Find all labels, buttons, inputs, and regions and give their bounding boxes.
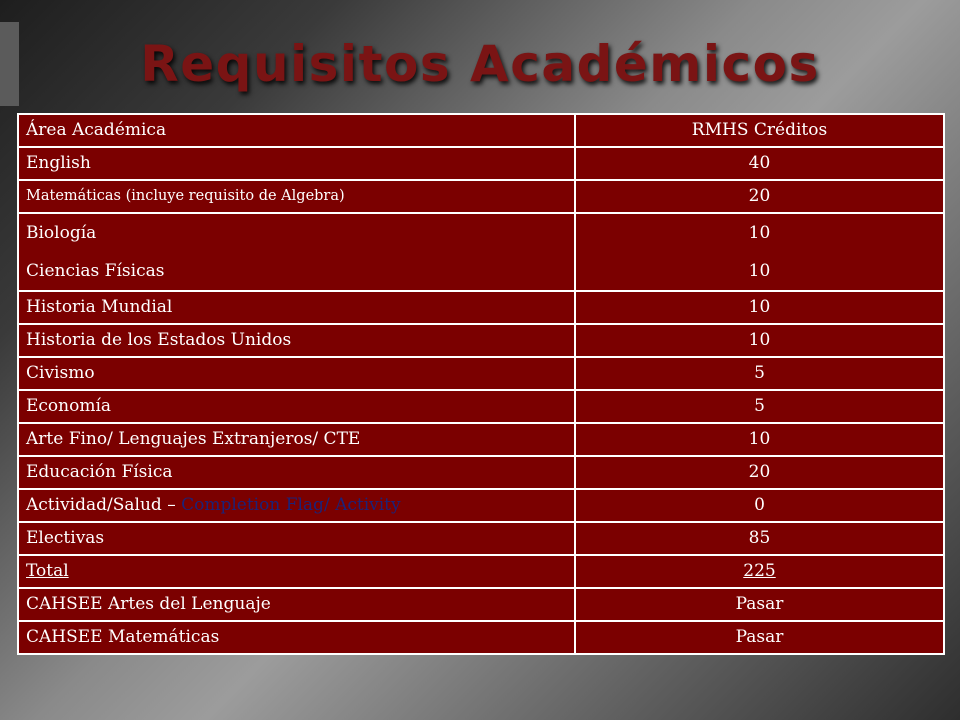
page-title: Requisitos Académicos	[140, 35, 820, 93]
row-area: English	[18, 147, 575, 180]
row-credits: 10	[748, 223, 771, 243]
row-credits: 40	[575, 147, 944, 180]
total-credits: 225	[743, 561, 776, 581]
row-area: Economía	[18, 390, 575, 423]
table-row	[18, 357, 944, 390]
row-credits: Pasar	[575, 621, 944, 654]
row-area-mixed	[18, 489, 575, 522]
row-credits: 10	[575, 324, 944, 357]
row-area: Actividad/Salud –	[26, 495, 182, 515]
table-row	[18, 291, 944, 324]
total-credits-cell	[575, 555, 944, 588]
table-row-total	[18, 555, 944, 588]
table-row	[18, 489, 944, 522]
total-label: Total	[26, 561, 69, 581]
row-area: Historia Mundial	[18, 291, 575, 324]
row-area: CAHSEE Matemáticas	[18, 621, 575, 654]
row-credits: 85	[575, 522, 944, 555]
total-cell	[18, 555, 575, 588]
row-credits-stacked	[575, 213, 944, 291]
row-area: Matemáticas (incluye requisito de Algebra)	[18, 180, 575, 213]
table-row	[18, 180, 944, 213]
row-area-highlight: Completion Flag/ Activity	[181, 495, 401, 515]
row-area: CAHSEE Artes del Lenguaje	[18, 588, 575, 621]
table-row	[18, 147, 944, 180]
row-area: Arte Fino/ Lenguajes Extranjeros/ CTE	[18, 423, 575, 456]
row-credits: 0	[575, 489, 944, 522]
row-area: Electivas	[18, 522, 575, 555]
row-credits-secondary: 10	[748, 261, 771, 281]
row-area-secondary: Ciencias Físicas	[26, 261, 165, 281]
row-credits: 20	[575, 180, 944, 213]
requirements-table	[17, 113, 945, 655]
row-area: Biología	[26, 223, 97, 243]
requirements-table-container	[17, 113, 943, 655]
row-credits: 5	[575, 357, 944, 390]
table-row	[18, 456, 944, 489]
table-row	[18, 423, 944, 456]
row-credits: 5	[575, 390, 944, 423]
header-credits: RMHS Créditos	[575, 114, 944, 147]
table-row	[18, 324, 944, 357]
row-credits: 10	[575, 291, 944, 324]
table-row	[18, 213, 944, 291]
row-area: Educación Física	[18, 456, 575, 489]
row-credits: 10	[575, 423, 944, 456]
table-header-row	[18, 114, 944, 147]
row-area: Civismo	[18, 357, 575, 390]
row-credits: 20	[575, 456, 944, 489]
table-row	[18, 390, 944, 423]
table-row	[18, 621, 944, 654]
header-area: Área Académica	[18, 114, 575, 147]
row-credits: Pasar	[575, 588, 944, 621]
row-area-stacked	[18, 213, 575, 291]
table-row	[18, 522, 944, 555]
table-row	[18, 588, 944, 621]
row-area: Historia de los Estados Unidos	[18, 324, 575, 357]
